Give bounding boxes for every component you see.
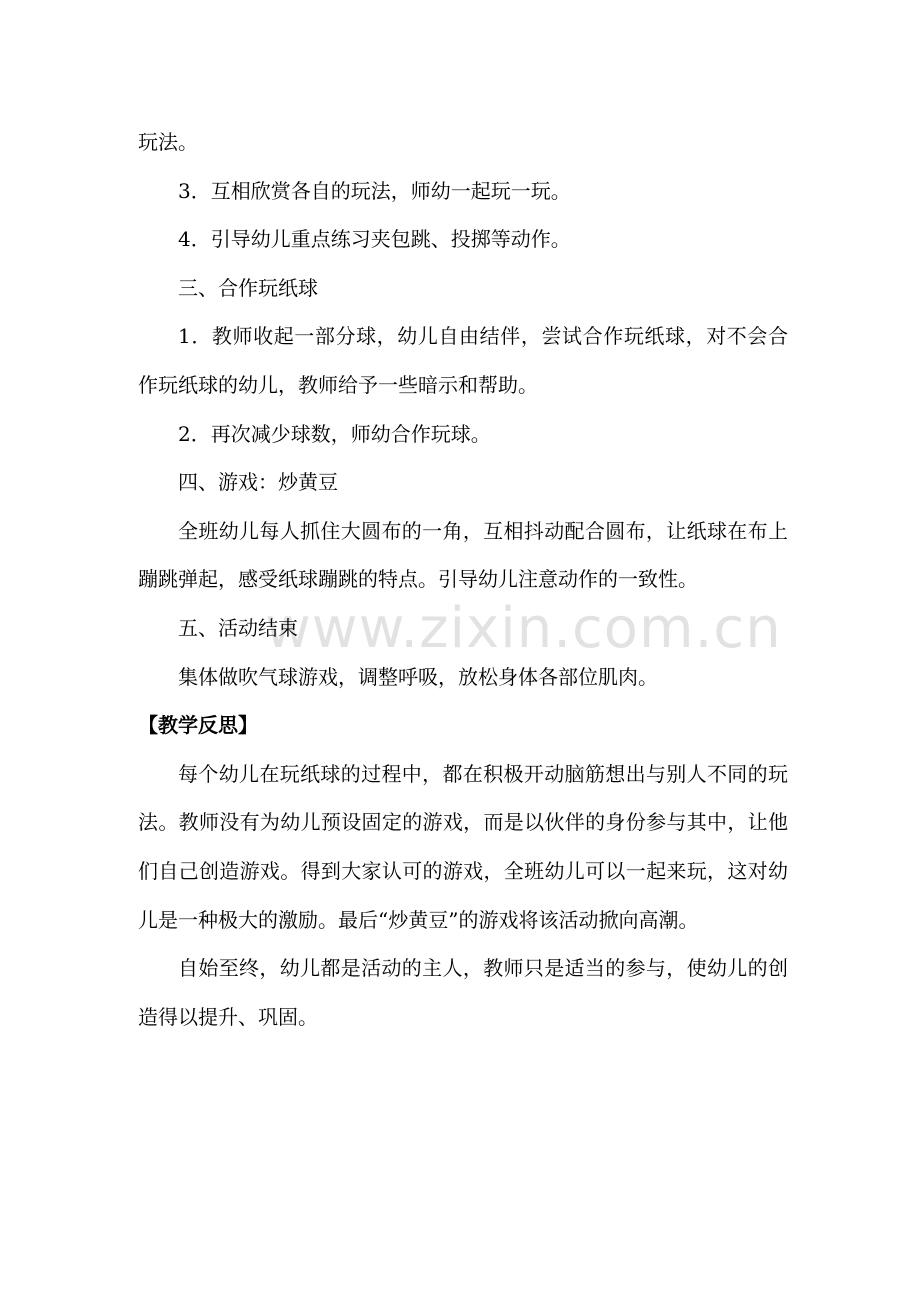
paragraph-step-3: 3．互相欣赏各自的玩法，师幼一起玩一玩。	[178, 178, 571, 203]
section-heading-activity-end: 五、活动结束	[178, 615, 298, 640]
paragraph-reflection-2: 自始至终，幼儿都是活动的主人，教师只是适当的参与，使幼儿的创造得以提升、巩固。	[138, 956, 788, 1029]
paragraph-activity-end: 集体做吹气球游戏，调整呼吸，放松身体各部位肌肉。	[178, 664, 658, 689]
paragraph-cooperative-step-1: 1．教师收起一部分球，幼儿自由结伴，尝试合作玩纸球，对不会合作玩纸球的幼儿，教师给予一些暗示和帮助。	[138, 324, 788, 397]
paragraph-continuation: 玩法。	[138, 130, 198, 154]
section-heading-teaching-reflection: 【教学反思】	[138, 713, 258, 738]
document-body	[138, 118, 788, 1041]
paragraph-cooperative-step-2: 2．再次减少球数，师幼合作玩球。	[178, 421, 491, 446]
paragraph-game-description: 全班幼儿每人抓住大圆布的一角，互相抖动配合圆布，让纸球在布上蹦跳弹起，感受纸球蹦跳的特点。引导幼儿注意动作的一致性。	[138, 518, 788, 592]
watermark: www.zixin.com.cn	[265, 596, 782, 661]
section-heading-game: 四、游戏：炒黄豆	[178, 470, 338, 495]
paragraph-reflection-1: 每个幼儿在玩纸球的过程中，都在积极开动脑筋想出与别人不同的玩法。教师没有为幼儿预设固定的游戏，而是以伙伴的身份参与其中，让他们自己创造游戏。得到大家认可的游戏，全班幼儿可以一起来玩，这对幼儿是一种极大的激励。最后“炒黄豆”的游戏将该活动掀向高潮。	[138, 761, 788, 932]
paragraph-step-4: 4．引导幼儿重点练习夹包跳、投掷等动作。	[178, 227, 571, 252]
section-heading-cooperative-play: 三、合作玩纸球	[178, 275, 318, 300]
